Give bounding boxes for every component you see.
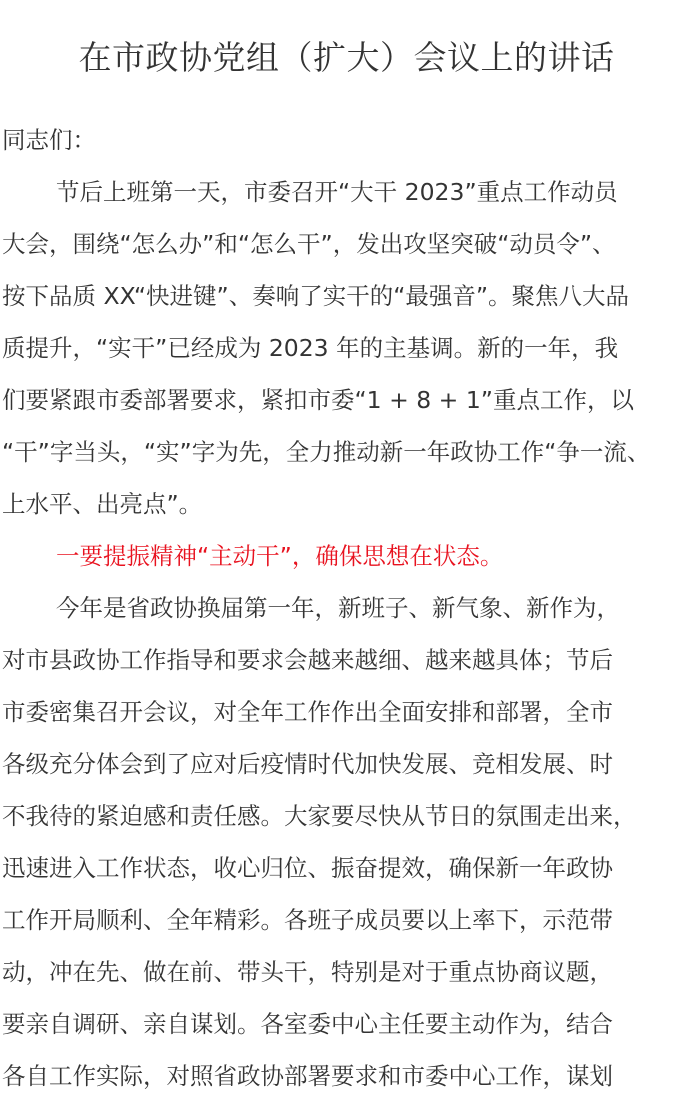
document-body: [2, 114, 692, 1097]
body-text-line: 按下品质 XX“快进键”、奏响了实干的“最强音”。聚焦八大品: [2, 282, 630, 310]
section-heading-line: 一要提振精神“主动干”，确保思想在状态。: [56, 542, 504, 570]
document-title: 在市政协党组（扩大）会议上的讲话: [78, 38, 615, 77]
body-text-line: 质提升，“实干”已经成为 2023 年的主基调。新的一年，我: [2, 334, 619, 362]
body-text-line: 工作开局顺利、全年精彩。各班子成员要以上率下，示范带: [2, 906, 613, 934]
body-text-line: 对市县政协工作指导和要求会越来越细、越来越具体；节后: [2, 646, 613, 674]
body-text-line: 动，冲在先、做在前、带头干，特别是对于重点协商议题，: [2, 958, 613, 986]
body-text-line: 上水平、出亮点”。: [2, 490, 203, 518]
body-text-line: 今年是省政协换届第一年，新班子、新气象、新作为，: [56, 594, 620, 622]
body-text-line: 市委密集召开会议，对全年工作作出全面安排和部署，全市: [2, 698, 613, 726]
body-text-line: 迅速进入工作状态，收心归位、振奋提效，确保新一年政协: [2, 854, 613, 882]
body-text-line: 们要紧跟市委部署要求，紧扣市委“1 + 8 + 1”重点工作，以: [2, 386, 634, 414]
body-text-line: “干”字当头，“实”字为先，全力推动新一年政协工作“争一流、: [2, 438, 651, 466]
body-text-line: 各自工作实际，对照省政协部署要求和市委中心工作，谋划: [2, 1062, 613, 1090]
body-text-line: 各级充分体会到了应对后疫情时代加快发展、竞相发展、时: [2, 750, 613, 778]
body-text-line: 大会，围绕“怎么办”和“怎么干”，发出攻坚突破“动员令”、: [2, 230, 616, 258]
body-text-line: 节后上班第一天，市委召开“大干 2023”重点工作动员: [56, 178, 618, 206]
body-text-line: 要亲自调研、亲自谋划。各室委中心主任要主动作为，结合: [2, 1010, 613, 1038]
body-text-line: 同志们：: [2, 126, 96, 154]
body-text-line: 不我待的紧迫感和责任感。大家要尽快从节日的氛围走出来，: [2, 802, 637, 830]
